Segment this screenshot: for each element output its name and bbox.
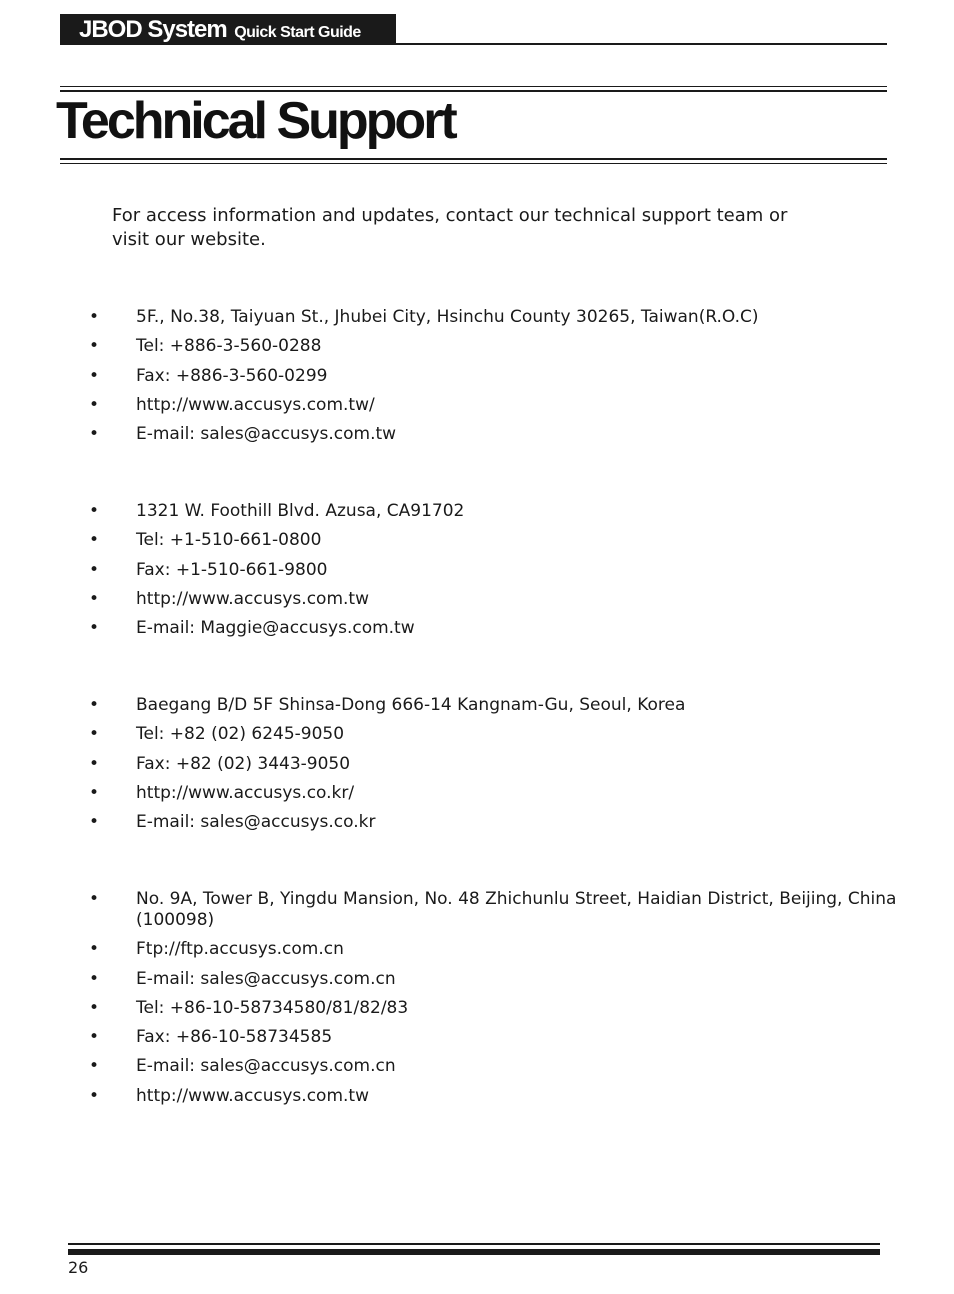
list-item: [84, 366, 944, 387]
list-item: [84, 812, 944, 833]
bullet-icon: •: [89, 618, 100, 639]
list-item: [84, 589, 944, 610]
fax-text: Fax: +86-10-58734585: [136, 1027, 333, 1048]
footer-rule-thin: [68, 1243, 880, 1245]
page-title: Technical Support: [56, 92, 455, 150]
website-link[interactable]: http://www.accusys.com.tw/: [136, 394, 375, 415]
list-item: [84, 695, 944, 716]
contact-list-china: [84, 889, 944, 1115]
email-link[interactable]: E-mail: Maggie@accusys.com.tw: [136, 618, 415, 639]
bullet-icon: •: [89, 588, 100, 609]
contact-list-korea: [84, 695, 944, 841]
bullet-icon: •: [89, 559, 100, 580]
list-item: [84, 1056, 944, 1077]
list-item: [84, 754, 944, 775]
footer-rule-thick: [68, 1249, 880, 1255]
header-rule: [396, 43, 887, 45]
phone-text: Tel: +1-510-661-0800: [136, 530, 322, 551]
intro-text: For access information and updates, contact our technical support team or visit our website.: [112, 205, 788, 250]
list-item: [84, 724, 944, 745]
website-link[interactable]: http://www.accusys.com.tw: [136, 588, 369, 609]
email-link[interactable]: E-mail: sales@accusys.co.kr: [136, 812, 376, 833]
list-item: [84, 939, 944, 960]
bullet-icon: •: [89, 501, 100, 521]
contact-list-taiwan: [84, 307, 944, 453]
bullet-icon: •: [89, 307, 100, 327]
ftp-link[interactable]: Ftp://ftp.accusys.com.cn: [136, 939, 344, 960]
list-item: [84, 889, 944, 931]
phone-text: Tel: +886-3-560-0288: [136, 336, 322, 357]
bullet-icon: •: [89, 782, 100, 803]
bullet-icon: •: [89, 1027, 100, 1048]
list-item: [84, 560, 944, 581]
phone-text: Tel: +86-10-58734580/81/82/83: [136, 997, 409, 1018]
bullet-icon: •: [89, 889, 100, 909]
list-item: [84, 336, 944, 357]
address-text: No. 9A, Tower B, Yingdu Mansion, No. 48 Zhichunlu Street, Haidian District, Beijing, China (100098): [136, 889, 897, 930]
fax-text: Fax: +886-3-560-0299: [136, 365, 328, 386]
bullet-icon: •: [89, 968, 100, 989]
bullet-icon: •: [89, 530, 100, 551]
header-tab: [60, 14, 396, 45]
email-link[interactable]: E-mail: sales@accusys.com.cn: [136, 1056, 396, 1077]
list-item: [84, 1027, 944, 1048]
fax-text: Fax: +82 (02) 3443-9050: [136, 753, 351, 774]
email-link[interactable]: E-mail: sales@accusys.com.cn: [136, 968, 396, 989]
bullet-icon: •: [89, 939, 100, 960]
bullet-icon: •: [89, 336, 100, 357]
bullet-icon: •: [89, 997, 100, 1018]
address-text: 5F., No.38, Taiyuan St., Jhubei City, Hsinchu County 30265, Taiwan(R.O.C): [136, 307, 759, 327]
bullet-icon: •: [89, 1085, 100, 1106]
list-item: [84, 618, 944, 639]
bullet-icon: •: [89, 394, 100, 415]
website-link[interactable]: http://www.accusys.com.tw: [136, 1085, 369, 1106]
list-item: [84, 395, 944, 416]
address-text: 1321 W. Foothill Blvd. Azusa, CA91702: [136, 501, 465, 521]
list-item: [84, 1086, 944, 1107]
phone-text: Tel: +82 (02) 6245-9050: [136, 724, 345, 745]
contact-list-usa: [84, 501, 944, 647]
email-link[interactable]: E-mail: sales@accusys.com.tw: [136, 424, 397, 445]
bullet-icon: •: [89, 424, 100, 445]
list-item: [84, 969, 944, 990]
bullet-icon: •: [89, 1056, 100, 1077]
list-item: [84, 998, 944, 1019]
address-text: Baegang B/D 5F Shinsa-Dong 666-14 Kangnam-Gu, Seoul, Korea: [136, 695, 686, 715]
list-item: [84, 530, 944, 551]
title-rule-bottom-thick: [60, 158, 887, 160]
bullet-icon: •: [89, 724, 100, 745]
list-item: [84, 501, 944, 522]
header-subtitle: Quick Start Guide: [234, 24, 361, 41]
list-item: [84, 307, 944, 328]
bullet-icon: •: [89, 365, 100, 386]
fax-text: Fax: +1-510-661-9800: [136, 559, 328, 580]
bullet-icon: •: [89, 695, 100, 715]
bullet-icon: •: [89, 753, 100, 774]
page-number: 26: [68, 1258, 89, 1277]
website-link[interactable]: http://www.accusys.co.kr/: [136, 782, 355, 803]
bullet-icon: •: [89, 812, 100, 833]
list-item: [84, 783, 944, 804]
header-title: JBOD System: [79, 16, 227, 43]
title-rule-bottom-thin: [60, 163, 887, 164]
list-item: [84, 424, 944, 445]
